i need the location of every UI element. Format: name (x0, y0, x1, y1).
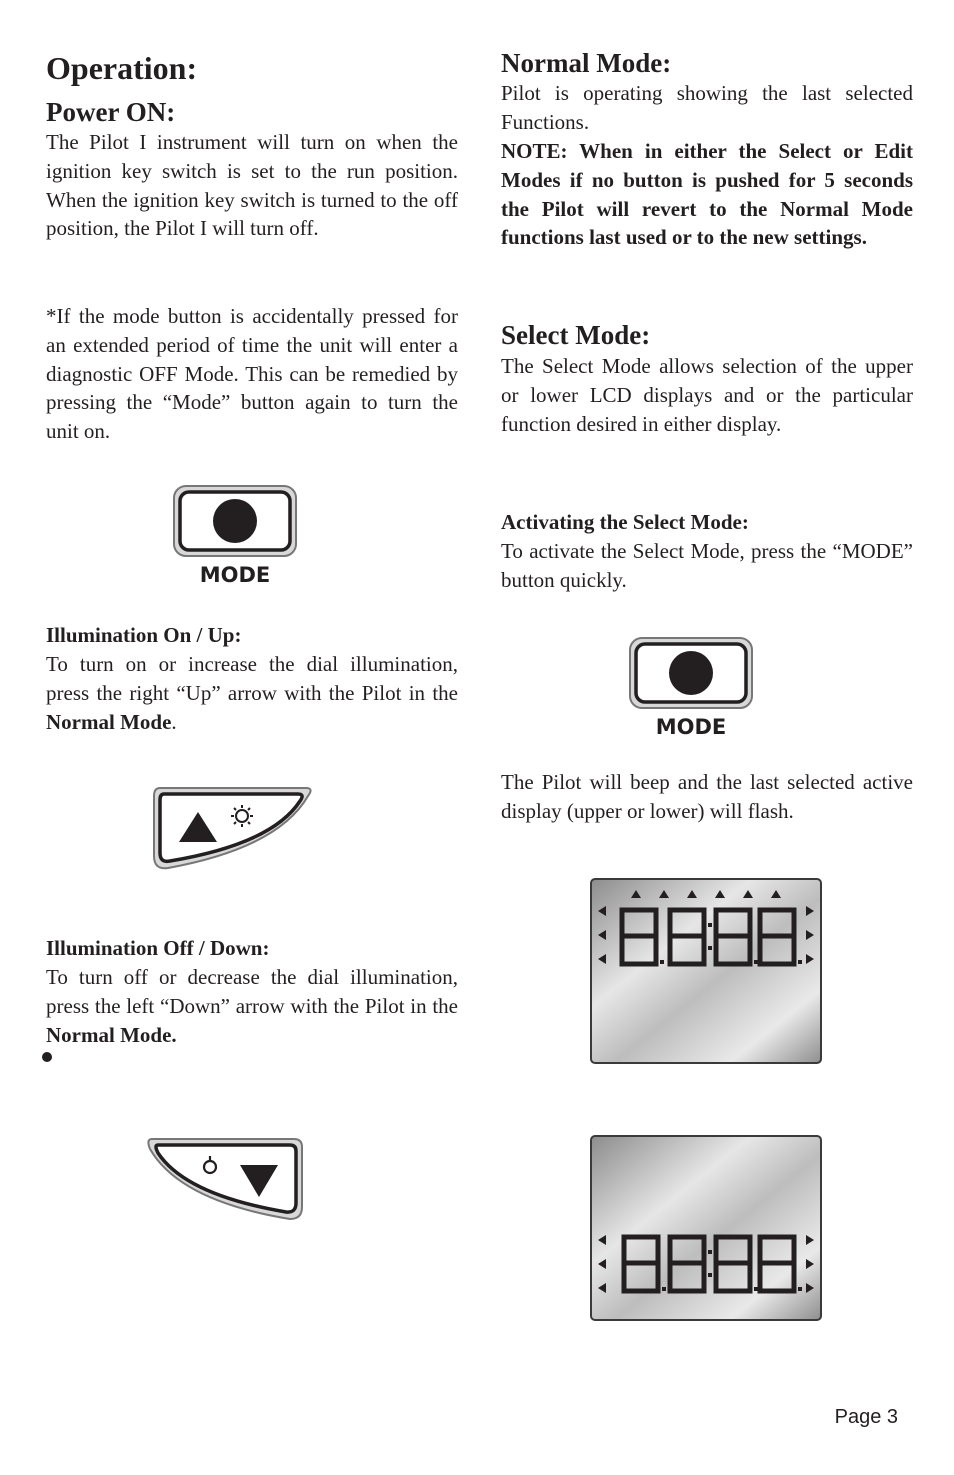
lcd-display-upper-icon (590, 878, 824, 1071)
illum-down-paragraph: To turn off or decrease the dial illumination, press the left “Down” arrow with the Pilot in the Normal Mode. (46, 965, 458, 1047)
margin-dot (42, 1052, 52, 1062)
illumination-down-button-icon (144, 1135, 306, 1228)
illumination-up-button-icon (150, 784, 316, 877)
illum-up-paragraph: To turn on or increase the dial illumination, press the right “Up” arrow with the Pilot in the Normal Mode. (46, 652, 458, 734)
lcd-display-lower-icon (590, 1135, 824, 1328)
select-mode-paragraph: The Select Mode allows selection of the upper or lower LCD displays and or the particular function desired in either display. (501, 354, 913, 436)
mode-button-label: MODE (655, 715, 727, 739)
power-on-paragraph: The Pilot I instrument will turn on when the ignition key switch is set to the run position. When the ignition key switch is turned to the off position, the Pilot I will turn off. (46, 130, 458, 241)
page-title: Operation: (46, 50, 198, 86)
mode-button-icon (172, 484, 298, 594)
beep-paragraph: The Pilot will beep and the last selected active display (upper or lower) will flash. (501, 770, 913, 823)
mode-button-icon (628, 636, 754, 746)
normal-mode-paragraph: Pilot is operating showing the last selected Functions. (501, 81, 913, 134)
power-on-heading: Power ON: (46, 97, 176, 127)
normal-mode-note: NOTE: When in either the Select or Edit Modes if no button is pushed for 5 seconds the Pilot will revert to the Normal Mode functions last used or to the new settings. (501, 139, 913, 250)
illum-down-heading: Illumination Off / Down: (46, 936, 270, 960)
illum-up-heading: Illumination On / Up: (46, 623, 242, 647)
activating-heading: Activating the Select Mode: (501, 510, 749, 534)
page-number: Page 3 (834, 1406, 898, 1428)
normal-mode-heading: Normal Mode: (501, 48, 672, 78)
activating-paragraph: To activate the Select Mode, press the “MODE” button quickly. (501, 539, 913, 592)
diagnostic-paragraph: *If the mode button is accidentally pressed for an extended period of time the unit will enter a diagnostic OFF Mode. This can be remedied by pressing the “Mode” button again to turn the unit on. (46, 304, 458, 444)
select-mode-heading: Select Mode: (501, 320, 651, 350)
mode-button-label: MODE (199, 563, 271, 587)
